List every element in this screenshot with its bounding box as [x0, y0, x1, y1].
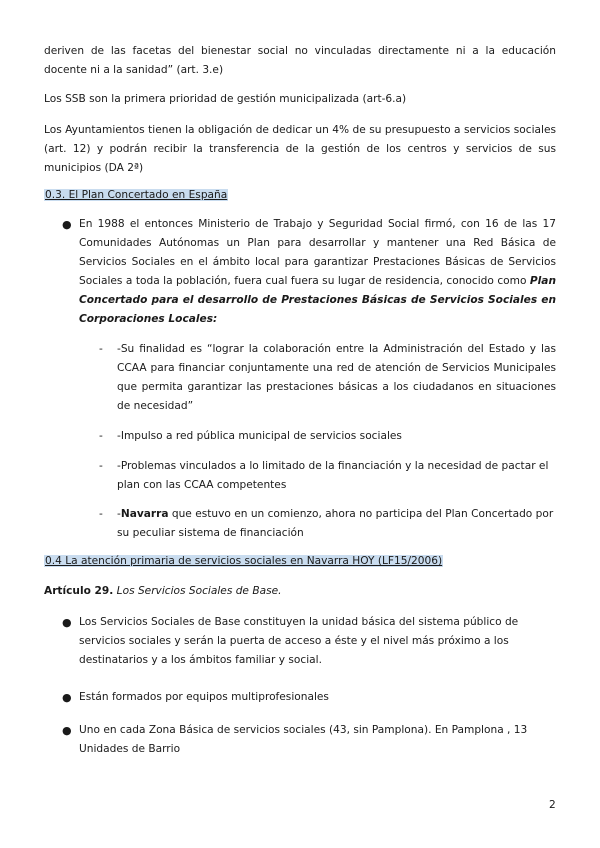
sub-item-navarra-prefix: -: [117, 508, 121, 520]
bullet-icon: ●: [62, 691, 72, 704]
intro-paragraph-2: Los SSB son la primera prioridad de gestión municipalizada (art-6.a): [44, 93, 407, 105]
plan-concertado-paragraph: [79, 215, 556, 329]
intro-paragraph-3: Los Ayuntamientos tienen la obligación de dedicar un 4% de su presupuesto a servicios sociales (art. 12) y podrán recibir la transferencia de la gestión de los centros y servicios de sus municipios (DA 2ª): [44, 124, 556, 174]
section-heading-04: [44, 553, 443, 570]
sub-item-navarra-rest: que estuvo en un comienzo, ahora no participa del Plan Concertado por su peculiar sistema de financiación: [117, 508, 554, 539]
list-item: Los Servicios Sociales de Base constituyen la unidad básica del sistema público de servicios sociales y serán la puerta de acceso a éste y el nivel más próximo a los destinatarios y a los ámbitos familiar y social.: [79, 616, 519, 666]
bullet-icon: ●: [62, 616, 72, 629]
section-heading-03: [44, 187, 228, 204]
bullet-icon: ●: [62, 218, 72, 231]
dash-marker: -: [99, 460, 103, 472]
bullet-icon: ●: [62, 724, 72, 737]
dash-marker: -: [99, 508, 103, 520]
sub-item-finalidad: -Su finalidad es “lograr la colaboración entre la Administración del Estado y las CCAA para financiar conjuntamente una red de atención de Servicios Municipales que permita garantizar las prestaciones básicas a los ciudadanos en situaciones de necesidad”: [117, 343, 556, 412]
dash-marker: -: [99, 430, 103, 442]
page-number: 2: [549, 799, 556, 811]
sub-item-navarra-bold: Navarra: [120, 508, 169, 520]
list-item: Están formados por equipos multiprofesionales: [79, 691, 329, 703]
sub-item-problemas: -Problemas vinculados a lo limitado de la financiación y la necesidad de pactar el plan con las CCAA competentes: [117, 460, 549, 491]
sub-item-navarra: [117, 505, 556, 543]
plan-concertado-bold: Plan Concertado para el desarrollo de Prestaciones Básicas de Servicios Sociales en Corporaciones Locales:: [79, 275, 556, 325]
article-title: Los Servicios Sociales de Base.: [113, 585, 282, 597]
article-29-title: [44, 582, 556, 601]
list-item: Uno en cada Zona Básica de servicios sociales (43, sin Pamplona). En Pamplona , 13 Unidades de Barrio: [79, 724, 528, 755]
article-label: Artículo 29.: [44, 585, 114, 597]
plan-concertado-text: En 1988 el entonces Ministerio de Trabajo y Seguridad Social firmó, con 16 de las 17 Comunidades Autónomas un Plan para desarrollar y mantener una Red Básica de Servicios Sociales en el ámbito local para garantizar Prestaciones Básicas de Servicios Sociales a toda la población, fuera cual fuera su lugar de residencia, conocido como: [79, 218, 556, 287]
dash-marker: -: [99, 343, 103, 355]
intro-paragraph-1: deriven de las facetas del bienestar social no vinculadas directamente ni a la educación docente ni a la sanidad” (art. 3.e): [44, 45, 556, 76]
section-heading-03-text: 0.3. El Plan Concertado en España: [45, 189, 228, 201]
section-heading-04-text: 0.4 La atención primaria de servicios sociales en Navarra HOY (LF15/2006): [45, 555, 443, 567]
sub-item-impulso: -Impulso a red pública municipal de servicios sociales: [117, 430, 402, 442]
